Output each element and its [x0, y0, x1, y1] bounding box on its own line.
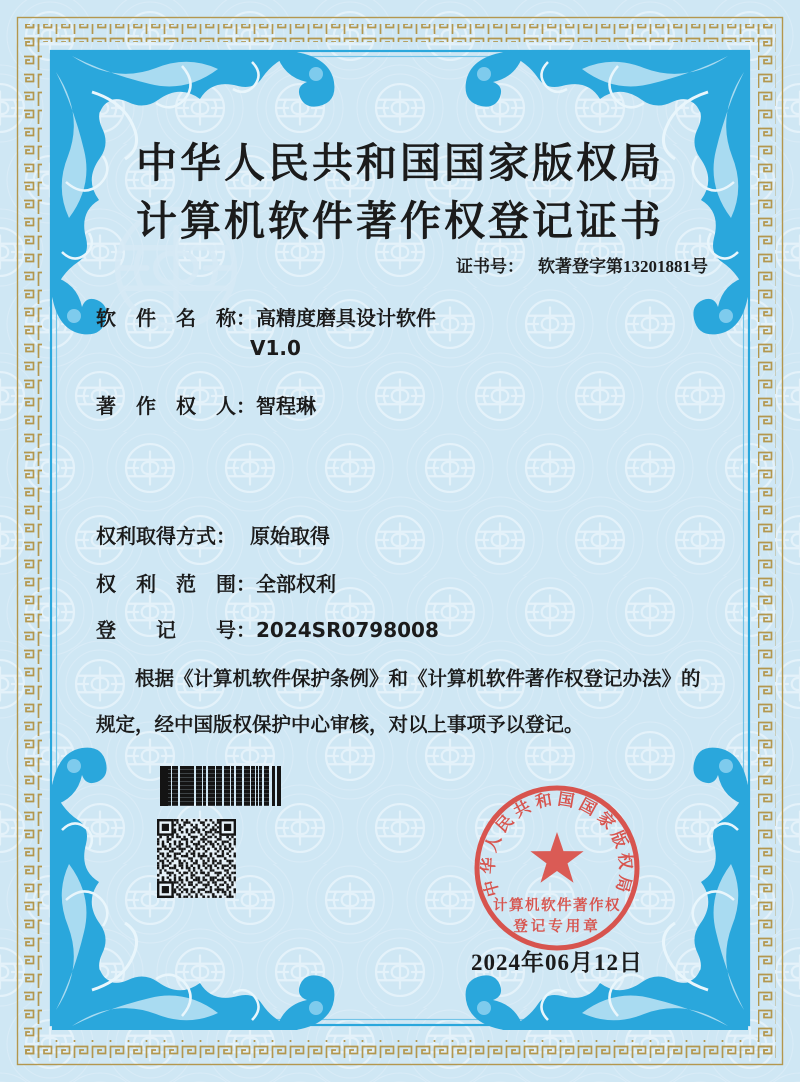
field-software-version [250, 336, 301, 360]
statement-line-2: 规定，经中国版权保护中心审核，对以上事项予以登记。 [96, 713, 584, 736]
seal-ring-text: 中华人民共和国国家版权局 [478, 789, 636, 899]
field-rights-scope [96, 568, 336, 597]
field-value: 全部权利 [256, 572, 336, 596]
field-label: 登 记 号： [96, 618, 256, 642]
field-label: 权利取得方式： [96, 524, 236, 548]
official-seal [452, 763, 662, 973]
barcode-data-region [168, 766, 269, 806]
authority-title: 中华人民共和国国家版权局 [136, 140, 664, 186]
field-software-name [96, 302, 436, 331]
registration-date: 2024年06月12日 [471, 950, 643, 975]
seal-text-line-1: 计算机软件著作权 [493, 898, 621, 914]
field-acquisition-method [96, 520, 330, 549]
certificate-title: 计算机软件著作权登记证书 [136, 198, 664, 244]
field-value: 2024SR0798008 [256, 618, 439, 642]
certificate-number-value: 软著登字第13201881号 [538, 257, 708, 276]
field-value: 高精度磨具设计软件 [256, 306, 436, 330]
field-label: 权 利 范 围： [96, 572, 256, 596]
certificate-number-line [456, 252, 708, 277]
certificate-number-label: 证书号： [456, 257, 524, 276]
seal-text-line-2: 登记专用章 [513, 919, 601, 935]
pdf417-barcode-icon [160, 766, 281, 806]
qr-code-icon [157, 819, 236, 898]
field-label: 软 件 名 称： [96, 306, 256, 330]
field-copyright-owner [96, 390, 316, 419]
field-value: 原始取得 [250, 524, 330, 548]
field-registration-number [96, 614, 439, 643]
barcode-stop-bar [272, 766, 281, 806]
red-star-icon [530, 832, 583, 883]
field-value: V1.0 [250, 336, 301, 360]
field-value: 智程琳 [256, 394, 316, 418]
field-label: 著 作 权 人： [96, 394, 256, 418]
statement-line-1: 根据《计算机软件保护条例》和《计算机软件著作权登记办法》的 [135, 667, 701, 690]
barcode-start-bar [160, 766, 168, 806]
